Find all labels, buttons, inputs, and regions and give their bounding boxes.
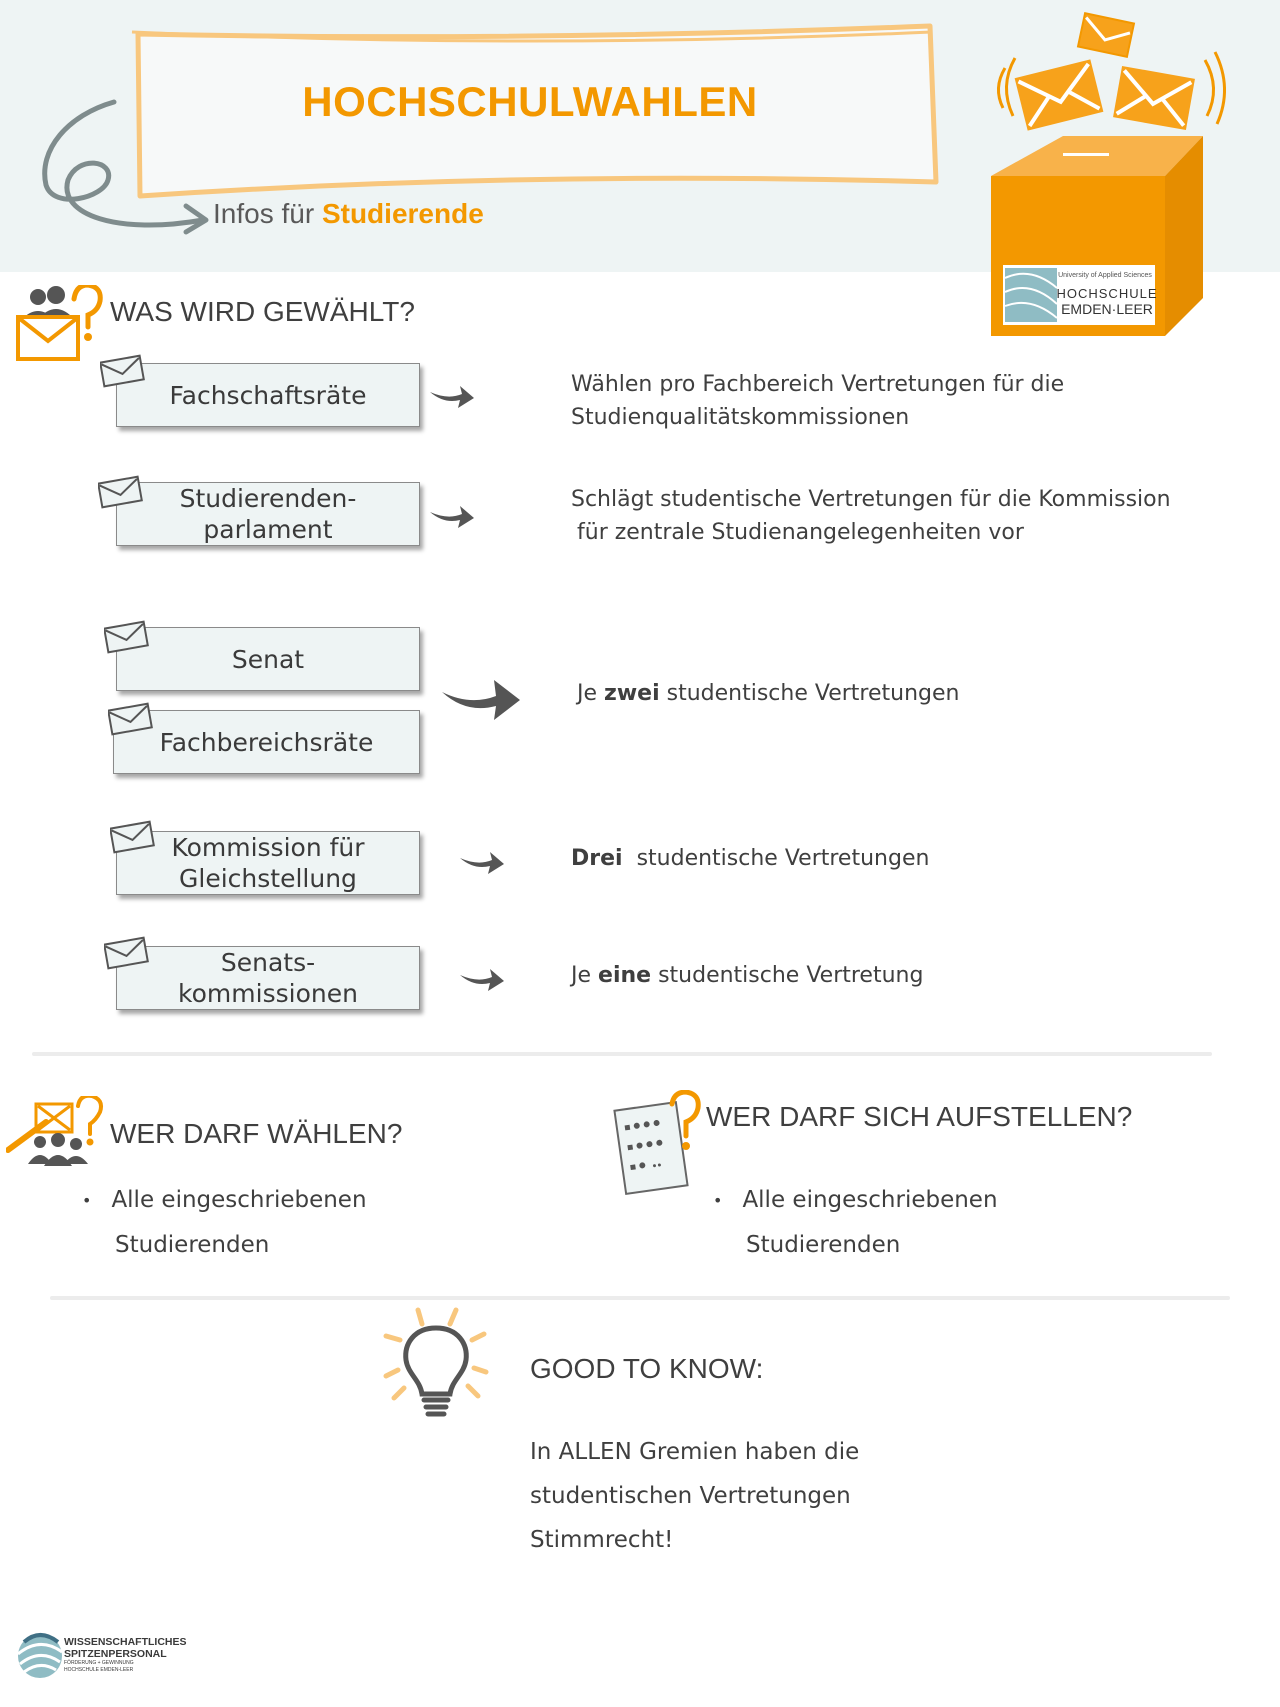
description-1 [571,368,1064,434]
who-runs-heading: WER DARF SICH AUFSTELLEN? [706,1101,1133,1132]
section-divider [32,1052,1212,1056]
envelope-icon [1113,66,1195,130]
description-bold: zwei [604,681,660,706]
good-to-know-heading: GOOD TO KNOW: [530,1353,764,1384]
bullet-dot-icon: • [82,1190,92,1210]
item-label: Fachschaftsräte [169,380,367,410]
description-3 [577,677,959,710]
envelope-icon [1078,13,1134,57]
good-to-know-text [530,1430,859,1562]
item-label: Gleichstellung [179,864,357,893]
ballot-logo-name-2: EMDEN·LEER [1061,301,1153,317]
description-line: Schlägt studentische Vertretungen für die Kommission [571,487,1171,512]
lightbulb-icon [380,1304,490,1420]
footer-logo-line: HOCHSCHULE EMDEN-LEER [64,1667,134,1673]
description-text: Je [577,681,598,706]
item-label: kommissionen [178,979,358,1008]
ballot-box-illustration [985,8,1235,343]
description-line: für zentrale Studienangelegenheiten vor [577,520,1024,545]
what-heading: WAS WIRD GEWÄHLT? [110,296,415,327]
item-label: Senat [231,644,305,674]
subtitle-highlight: Studierende [321,198,484,229]
bullet-text: Alle eingeschriebenen [742,1187,998,1213]
description-line: Wählen pro Fachbereich Vertretungen für die [571,372,1065,397]
envelope-icon [1015,59,1104,130]
description-text: studentische Vertretung [658,963,924,988]
envelope-icon [100,354,146,388]
envelope-icon [104,620,150,654]
bullet-text: Alle eingeschriebenen [111,1187,367,1213]
bullet-dot-icon: • [713,1190,723,1210]
item-box-fachschaftsraete [116,363,420,427]
item-box-fachbereichsraete [113,710,420,774]
description-line: Studienqualitätskommissionen [571,405,910,430]
item-label: Senats- [220,948,316,977]
good-to-know-line: In ALLEN Gremien haben die [530,1439,860,1465]
envelope-icon [98,475,144,509]
item-box-senatskommissionen [116,946,420,1010]
description-bold: Drei [571,846,623,871]
description-5 [571,959,923,992]
description-bold: eine [598,963,652,988]
item-label: Kommission für [171,833,365,862]
footer-logo-line: SPITZENPERSONAL [64,1648,167,1660]
ballot-logo-name-1: HOCHSCHULE [1056,286,1158,301]
bullet-text: Studierenden [746,1231,901,1258]
footer-logo-line: FÖRDERUNG + GEWINNUNG [64,1660,134,1666]
ballot-logo-tagline: University of Applied Sciences [1058,272,1152,279]
footer-logo-mark [14,1630,66,1682]
candidate-list-icon [612,1090,706,1198]
who-votes-heading: WER DARF WÄHLEN? [110,1118,403,1149]
good-to-know-line: Stimmrecht! [530,1527,674,1553]
arrow-icon [458,965,506,993]
description-text: studentische Vertretungen [636,846,930,871]
footer-logo-line: WISSENSCHAFTLICHES [64,1636,187,1648]
section-divider [50,1296,1230,1300]
item-box-studierendenparlament [116,482,420,546]
arrow-icon [440,674,522,722]
item-box-kommission-gleichstellung [116,831,420,895]
item-label: Fachbereichsräte [159,727,374,757]
footer-logo-text [64,1636,187,1674]
envelope-icon [104,936,150,970]
description-text: studentische Vertretungen [666,681,960,706]
page-title: HOCHSCHULWAHLEN [302,78,758,125]
item-label: parlament [203,515,333,544]
subtitle-prefix: Infos für [213,198,315,229]
who-runs-bullet [713,1178,998,1267]
envelope-icon [108,702,154,736]
description-4 [571,842,929,875]
bullet-text: Studierenden [115,1231,270,1258]
arrow-icon [458,848,506,876]
description-2 [571,483,1171,549]
who-votes-bullet [82,1178,367,1267]
item-box-senat [116,627,420,691]
header-banner-decoration [28,20,948,260]
arrow-icon [428,382,476,410]
envelope-icon [110,820,156,854]
arrow-icon [428,502,476,530]
good-to-know-line: studentischen Vertretungen [530,1483,851,1509]
description-text: Je [571,963,592,988]
item-label: Studierenden- [179,484,357,513]
voters-question-icon [16,285,108,365]
page-subtitle [213,198,484,230]
vote-pencil-icon [6,1096,106,1168]
